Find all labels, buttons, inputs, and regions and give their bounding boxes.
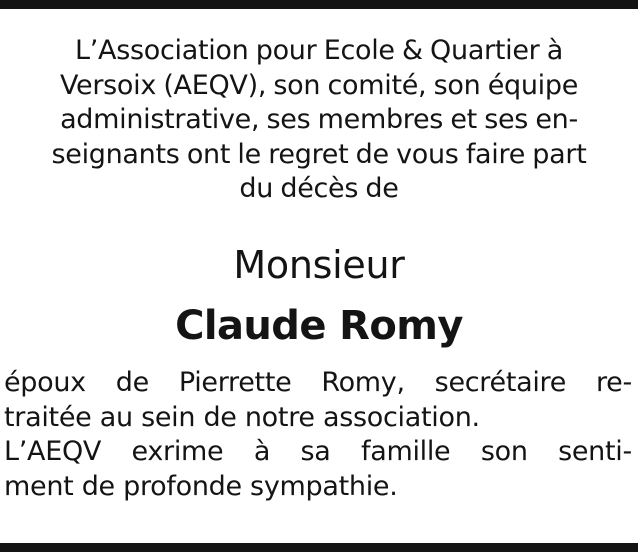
body-word: exrime [131,436,224,468]
intro-line: Versoix (AEQV), son comité, son équipe [59,69,579,101]
intro-line: du décès de [239,173,399,205]
intro-line: seignants ont le regret de vous faire part [51,138,587,170]
honorific-title: Monsieur [233,243,405,287]
intro-line: L’Association pour Ecole & Quartier à [75,35,563,66]
intro-paragraph [4,34,634,207]
body-word: sa [300,436,331,468]
bottom-border-rule [0,543,638,552]
body-line-justified [4,435,632,470]
body-line-justified [4,366,632,401]
body-word: Romy, [321,367,405,398]
body-line: ment de profonde sympathie. [4,470,398,502]
body-word: à [253,436,271,468]
body-word: son [480,436,528,468]
body-paragraph [4,366,632,504]
body-word: époux [4,367,86,398]
body-word: Pierrette [178,367,292,398]
body-word: re- [595,367,632,398]
body-line: traitée au sein de notre association. [4,401,480,433]
body-word: de [115,367,149,398]
top-border-rule [0,0,638,9]
body-word: senti- [558,436,632,468]
body-word: secrétaire [434,367,567,398]
body-word: famille [361,436,451,468]
deceased-name: Claude Romy [175,303,463,349]
body-word: L’AEQV [4,436,102,468]
intro-line: administrative, ses membres et ses en- [60,104,578,136]
